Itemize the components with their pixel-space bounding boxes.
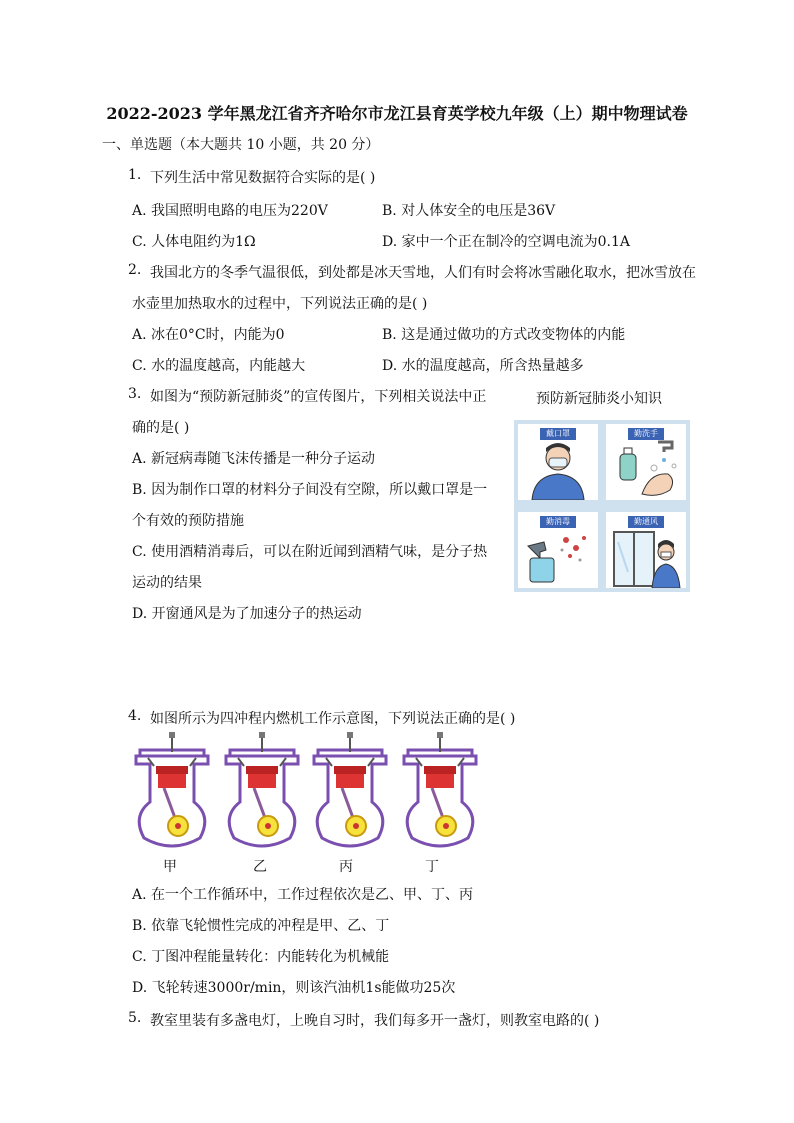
option-d: D. 水的温度越高，所含热量越多 (382, 358, 584, 374)
option-a: A. 冰在0°C时，内能为0 (132, 327, 285, 343)
engine-diagram-jia (136, 732, 208, 846)
option-c: C. 丁图冲程能量转化：内能转化为机械能 (132, 949, 390, 965)
option-a: A. 我国照明电路的电压为220V (132, 203, 328, 219)
engine-label: 乙 (253, 859, 267, 875)
engine-figure (128, 730, 488, 850)
engine-label: 丁 (425, 859, 439, 875)
section-heading: 一、单选题（本大题共 10 小题，共 20 分） (102, 137, 380, 153)
option-b: B. 对人体安全的电压是36V (382, 203, 556, 219)
question-number: 5. (128, 1010, 142, 1026)
page-title: 2022-2023 学年黑龙江省齐齐哈尔市龙江县育英学校九年级（上）期中物理试卷 (106, 104, 688, 123)
covid-figure-title: 预防新冠肺炎小知识 (536, 391, 662, 407)
option-d: D. 飞轮转速3000r/min，则该汽油机1s能做功25次 (132, 980, 456, 996)
option-d: D. 家中一个正在制冷的空调电流为0.1A (382, 234, 631, 250)
covid-panel-label: 戴口罩 (540, 428, 576, 440)
engine-label: 甲 (163, 859, 177, 875)
engine-label: 丙 (339, 859, 353, 875)
question-number: 2. (128, 262, 142, 278)
question-text: 如图所示为四冲程内燃机工作示意图，下列说法正确的是( ) (150, 711, 516, 727)
question-text: 教室里装有多盏电灯，上晚自习时，我们每多开一盏灯，则教室电路的( ) (150, 1013, 600, 1029)
option-b: B. 因为制作口罩的材料分子间没有空隙，所以戴口罩是一 (132, 482, 488, 498)
option-b: B. 依靠飞轮惯性完成的冲程是甲、乙、丁 (132, 918, 390, 934)
question-number: 3. (128, 386, 142, 402)
covid-panel-label: 勤通风 (628, 516, 664, 528)
option-c-cont: 运动的结果 (132, 575, 202, 591)
question-number: 4. (128, 708, 142, 724)
option-d: D. 开窗通风是为了加速分子的热运动 (132, 606, 362, 622)
option-a: A. 在一个工作循环中，工作过程依次是乙、甲、丁、丙 (132, 887, 474, 903)
covid-panel-ventilate (606, 512, 686, 588)
covid-panel-mask (518, 424, 598, 500)
option-c: C. 水的温度越高，内能越大 (132, 358, 306, 374)
engine-diagram-yi (226, 732, 298, 846)
covid-figure (514, 420, 690, 592)
question-text: 我国北方的冬季气温很低，到处都是冰天雪地，人们有时会将冰雪融化取水，把冰雪放在 (150, 265, 696, 281)
covid-panel-disinfect (518, 512, 598, 588)
question-text: 下列生活中常见数据符合实际的是( ) (150, 170, 376, 186)
covid-panel-label: 勤消毒 (540, 516, 576, 528)
question-number: 1. (128, 167, 142, 183)
option-c: C. 使用酒精消毒后，可以在附近闻到酒精气味，是分子热 (132, 544, 488, 560)
option-c: C. 人体电阻约为1Ω (132, 234, 256, 250)
option-b-cont: 个有效的预防措施 (132, 513, 244, 529)
engine-diagram-ding (404, 732, 476, 846)
question-text: 如图为“预防新冠肺炎”的宣传图片，下列相关说法中正 (150, 389, 487, 405)
option-a: A. 新冠病毒随飞沫传播是一种分子运动 (132, 451, 376, 467)
covid-panel-label: 勤洗手 (628, 428, 664, 440)
covid-panel-handwash (606, 424, 686, 500)
question-text: 水壶里加热取水的过程中，下列说法正确的是( ) (132, 296, 428, 312)
option-b: B. 这是通过做功的方式改变物体的内能 (382, 327, 626, 343)
question-text: 确的是( ) (132, 420, 190, 436)
engine-diagram-bing (314, 732, 386, 846)
